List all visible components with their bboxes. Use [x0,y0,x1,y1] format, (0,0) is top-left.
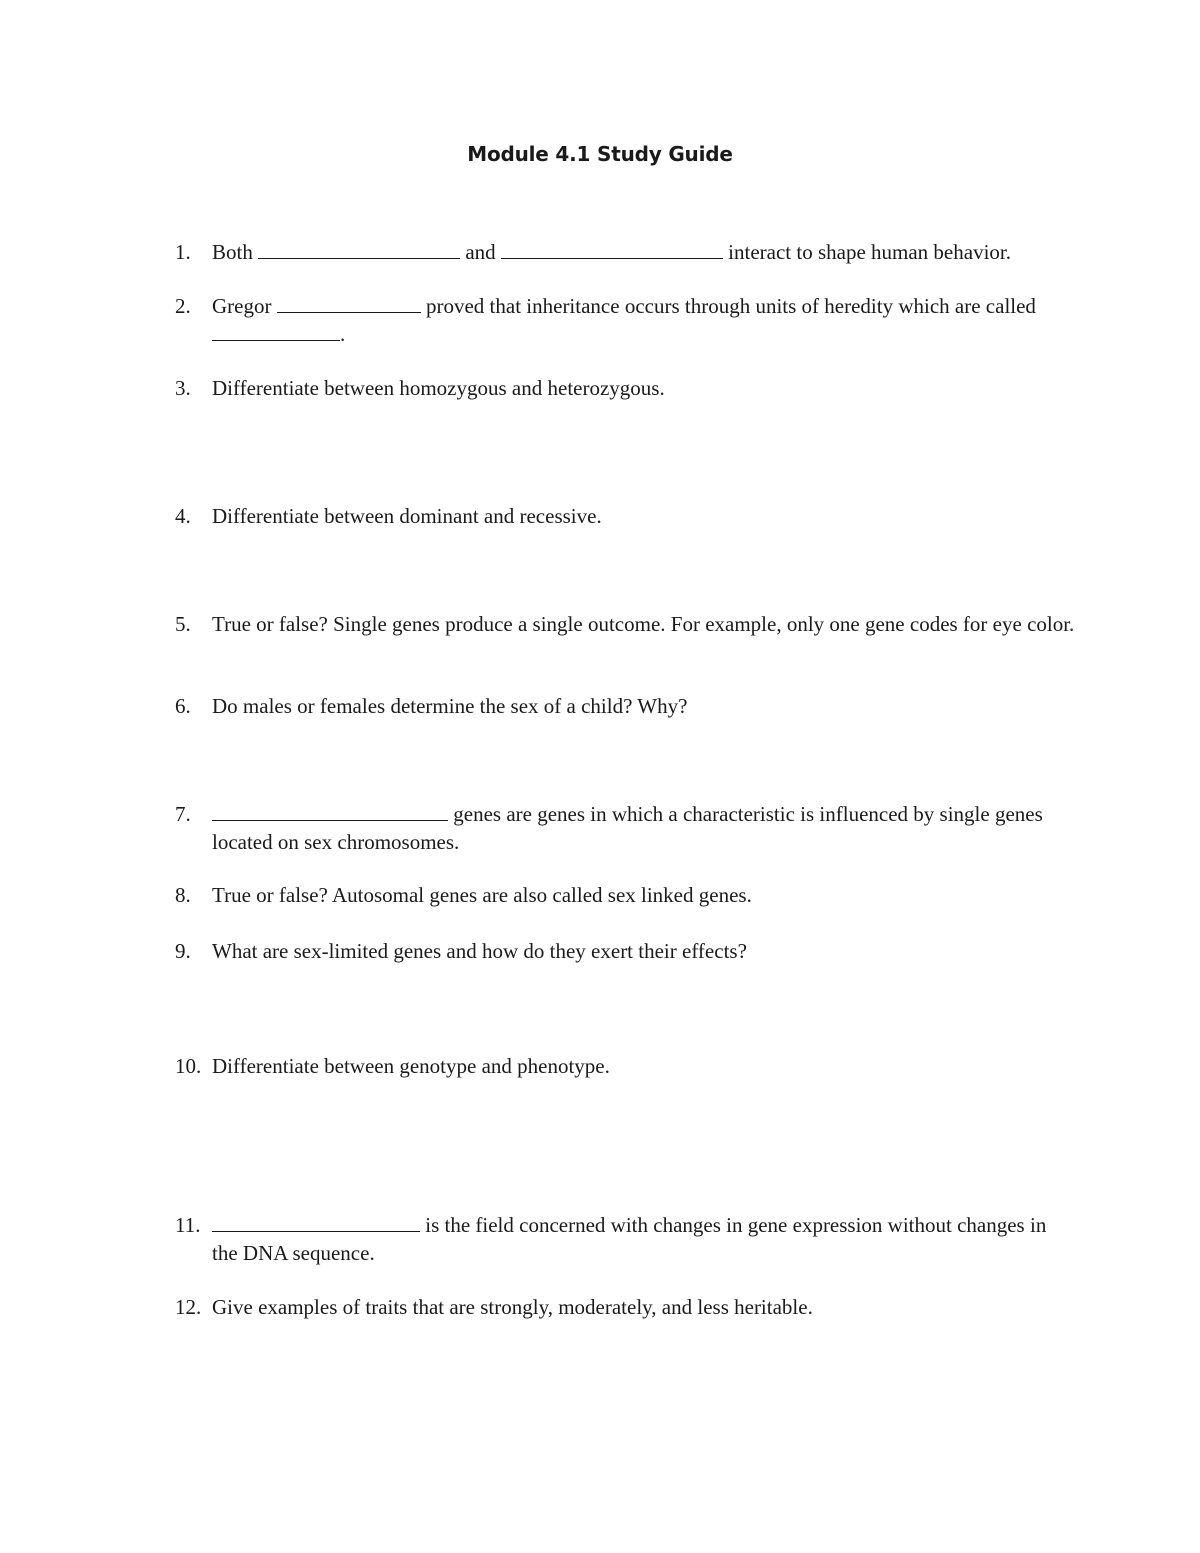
question-4 [175,502,1075,530]
question-12 [175,1293,1075,1321]
question-text: Do males or females determine the sex of a child? Why? [212,694,688,718]
question-8 [175,881,1075,909]
question-text: Both and interact to shape human behavior. [212,240,1011,264]
question-7 [175,800,1075,856]
answer-blank [212,1213,420,1232]
answer-blank [277,294,421,313]
question-2 [175,292,1075,348]
question-text: genes are genes in which a characteristic is influenced by single genes located on sex chromosomes. [212,802,1043,854]
question-number: 2. [175,294,191,318]
question-text: Differentiate between genotype and phenotype. [212,1054,610,1078]
question-number: 3. [175,376,191,400]
question-number: 11. [175,1213,201,1237]
question-text: True or false? Single genes produce a single outcome. For example, only one gene codes for eye color. [212,612,1075,636]
question-text: Differentiate between dominant and recessive. [212,504,602,528]
question-number: 1. [175,240,191,264]
question-text: What are sex-limited genes and how do they exert their effects? [212,939,747,963]
question-text: Differentiate between homozygous and heterozygous. [212,376,665,400]
question-number: 6. [175,694,191,718]
question-text: is the field concerned with changes in gene expression without changes in the DNA sequence. [212,1213,1047,1265]
question-3 [175,374,1075,402]
question-number: 7. [175,802,191,826]
question-5 [175,610,1075,638]
question-number: 10. [175,1054,202,1078]
answer-blank [258,240,460,259]
question-9 [175,937,1075,965]
answer-blank [212,802,448,821]
question-1 [175,238,1075,266]
question-6 [175,692,1075,720]
question-text: True or false? Autosomal genes are also called sex linked genes. [212,883,752,907]
question-11 [175,1211,1075,1267]
question-number: 12. [175,1295,202,1319]
question-number: 5. [175,612,191,636]
answer-blank [212,322,340,341]
question-text: Gregor proved that inheritance occurs through units of heredity which are called . [212,294,1036,346]
question-10 [175,1052,1075,1080]
page-title: Module 4.1 Study Guide [467,142,733,166]
answer-blank [501,240,723,259]
question-number: 4. [175,504,191,528]
question-number: 9. [175,939,191,963]
question-text: Give examples of traits that are strongly, moderately, and less heritable. [212,1295,813,1319]
question-number: 8. [175,883,191,907]
